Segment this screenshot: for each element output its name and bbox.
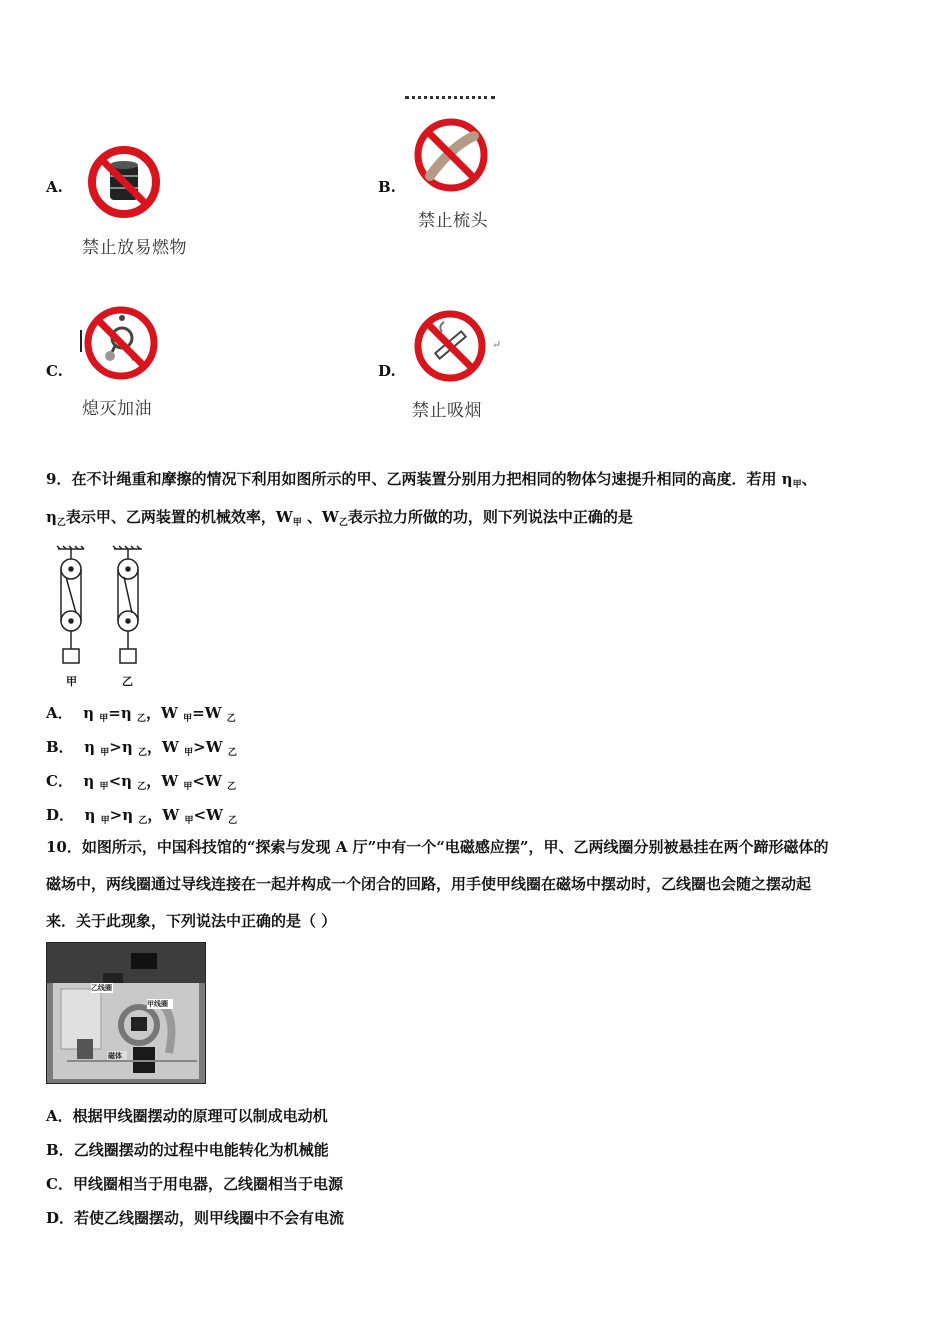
q10-answer-a-letter: A． bbox=[46, 1107, 73, 1125]
w-symbol: W bbox=[206, 806, 223, 824]
q10-line1-text: 如图所示，中国科技馆的“探索与发现 A 厅”中有一个“电磁感应摆”，甲、乙两线圈分别被悬挂在两个蹄形磁体的 bbox=[81, 838, 829, 856]
sub-jia: 甲 bbox=[183, 714, 193, 724]
eta-symbol: η bbox=[83, 772, 95, 790]
cropped-line-residue bbox=[405, 96, 495, 103]
sub-jia: 甲 bbox=[184, 748, 194, 758]
no-combing-hair-icon bbox=[412, 116, 490, 194]
sub-yi: 乙 bbox=[227, 782, 237, 792]
sub-yi: 乙 bbox=[136, 714, 146, 724]
comma: ， bbox=[146, 772, 162, 790]
q8-option-b-letter: B. bbox=[378, 178, 396, 196]
q9-answer-b-eta-rel: > bbox=[109, 738, 122, 756]
w-symbol: W bbox=[162, 806, 180, 824]
q10-number: 10． bbox=[46, 838, 82, 856]
q10-answer-a-text: 根据甲线圈摆动的原理可以制成电动机 bbox=[72, 1107, 328, 1125]
eta-symbol: η bbox=[120, 704, 132, 722]
eta-symbol: η bbox=[121, 772, 133, 790]
q10-answer-d-text: 若使乙线圈摆动，则甲线圈中不会有电流 bbox=[74, 1209, 345, 1227]
sub-jia: 甲 bbox=[184, 816, 194, 826]
sub-yi: 乙 bbox=[138, 748, 148, 758]
q9-answer-b-letter: B． bbox=[46, 738, 74, 756]
sub-jia: 甲 bbox=[99, 782, 109, 792]
eta-symbol: η bbox=[122, 806, 134, 824]
q9-line2-text-b: 表示甲、乙两装置的机械效率，W bbox=[65, 508, 293, 526]
q9-line2-sub1: 乙 bbox=[56, 518, 66, 528]
sub-jia: 甲 bbox=[100, 748, 110, 758]
q9-line1-sub: 甲 bbox=[792, 480, 802, 490]
q9-line-1 bbox=[46, 470, 817, 491]
q9-answer-d-w-rel: < bbox=[193, 806, 207, 824]
q8-option-a-letter: A. bbox=[46, 178, 63, 196]
eta-symbol: η bbox=[121, 738, 133, 756]
sub-yi: 乙 bbox=[138, 816, 148, 826]
eta-symbol: η bbox=[84, 806, 96, 824]
q9-line2-sub3: 乙 bbox=[338, 518, 348, 528]
pulley-label-yi: 乙 bbox=[122, 675, 133, 688]
no-smoking-icon bbox=[412, 308, 488, 384]
q9-answer-b[interactable] bbox=[46, 736, 237, 757]
q8-option-a-caption: 禁止放易燃物 bbox=[82, 238, 187, 258]
comma: ， bbox=[145, 704, 161, 722]
w-symbol: W bbox=[161, 704, 178, 722]
q8-option-d-caption: 禁止吸烟 bbox=[412, 401, 482, 421]
sub-jia: 甲 bbox=[183, 782, 193, 792]
sub-yi: 乙 bbox=[226, 714, 236, 724]
no-flammable-barrel-icon bbox=[86, 144, 162, 220]
comma: ， bbox=[147, 806, 163, 824]
q8-option-c-caption: 熄灭加油 bbox=[82, 399, 152, 419]
sub-yi: 乙 bbox=[227, 748, 237, 758]
q9-number: 9． bbox=[46, 470, 72, 488]
q10-answer-d[interactable] bbox=[46, 1207, 344, 1228]
q9-line2-sub2: 甲 bbox=[292, 518, 302, 528]
q10-answer-d-letter: D． bbox=[46, 1209, 75, 1227]
q8-option-b-caption: 禁止梳头 bbox=[418, 211, 488, 231]
photo-label-yi-coil: 乙线圈 bbox=[91, 983, 112, 992]
w-symbol: W bbox=[205, 772, 222, 790]
w-symbol: W bbox=[161, 772, 179, 790]
w-symbol: W bbox=[205, 738, 223, 756]
q10-answer-c-text: 甲线圈相当于用电器，乙线圈相当于电源 bbox=[72, 1175, 343, 1193]
comma: ， bbox=[147, 738, 163, 756]
q9-answer-d-letter: D． bbox=[46, 806, 75, 824]
q9-line-2 bbox=[46, 508, 633, 529]
q9-answer-a[interactable] bbox=[46, 702, 236, 723]
w-symbol: W bbox=[204, 704, 222, 722]
sub-yi: 乙 bbox=[137, 782, 147, 792]
w-symbol: W bbox=[162, 738, 179, 756]
q10-answer-a[interactable] bbox=[46, 1105, 328, 1126]
q9-answer-d-eta-rel: > bbox=[109, 806, 123, 824]
return-mark-icon: ↵ bbox=[492, 338, 502, 351]
q10-line-1 bbox=[46, 838, 828, 856]
q9-answer-c-eta-rel: < bbox=[108, 772, 122, 790]
q10-line-3: 来．关于此现象，下列说法中正确的是（ ） bbox=[46, 912, 337, 930]
q9-answer-a-letter: A． bbox=[46, 704, 73, 722]
sub-jia: 甲 bbox=[99, 714, 109, 724]
q9-answer-c-letter: C． bbox=[46, 772, 73, 790]
q9-answer-a-w-rel: = bbox=[192, 704, 205, 722]
q9-line2-text-d: 表示拉力所做的功，则下列说法中正确的是 bbox=[347, 508, 633, 526]
q9-line1-text: 在不计绳重和摩擦的情况下利用如图所示的甲、乙两装置分别用力把相同的物体匀速提升相同的高度．若用 η bbox=[71, 470, 793, 488]
photo-label-magnet: 磁体 bbox=[108, 1051, 122, 1060]
pulley-label-jia: 甲 bbox=[66, 675, 77, 688]
q9-answer-b-w-rel: > bbox=[193, 738, 206, 756]
no-refueling-icon bbox=[82, 304, 160, 382]
q8-option-d-letter: D. bbox=[378, 362, 396, 380]
sub-jia: 甲 bbox=[100, 816, 110, 826]
eta-symbol: η bbox=[83, 704, 94, 722]
q9-line1-end: 、 bbox=[801, 470, 817, 488]
q10-line-2: 磁场中，两线圈通过导线连接在一起并构成一个闭合的回路，用手使甲线圈在磁场中摆动时，乙线圈也会随之摆动起 bbox=[46, 875, 812, 893]
eta-symbol: η bbox=[84, 738, 96, 756]
q10-answer-c-letter: C． bbox=[46, 1175, 73, 1193]
q9-line2-eta: η bbox=[46, 508, 57, 526]
q9-answer-a-eta-rel: = bbox=[108, 704, 121, 722]
pulley-figure bbox=[52, 545, 152, 690]
q9-answer-d[interactable] bbox=[46, 804, 237, 825]
q9-line2-text-c: 、W bbox=[301, 508, 339, 526]
q9-answer-c[interactable] bbox=[46, 770, 236, 791]
q10-answer-b-text: 乙线圈摆动的过程中电能转化为机械能 bbox=[73, 1141, 329, 1159]
q8-option-c-letter: C. bbox=[46, 362, 63, 380]
q10-answer-c[interactable] bbox=[46, 1173, 343, 1194]
sub-yi: 乙 bbox=[228, 816, 238, 826]
q10-answer-b-letter: B． bbox=[46, 1141, 74, 1159]
q10-answer-b[interactable] bbox=[46, 1139, 329, 1160]
q9-answer-c-w-rel: < bbox=[192, 772, 205, 790]
electromagnetic-pendulum-photo bbox=[46, 942, 206, 1084]
photo-label-jia-coil: 甲线圈 bbox=[147, 999, 168, 1008]
